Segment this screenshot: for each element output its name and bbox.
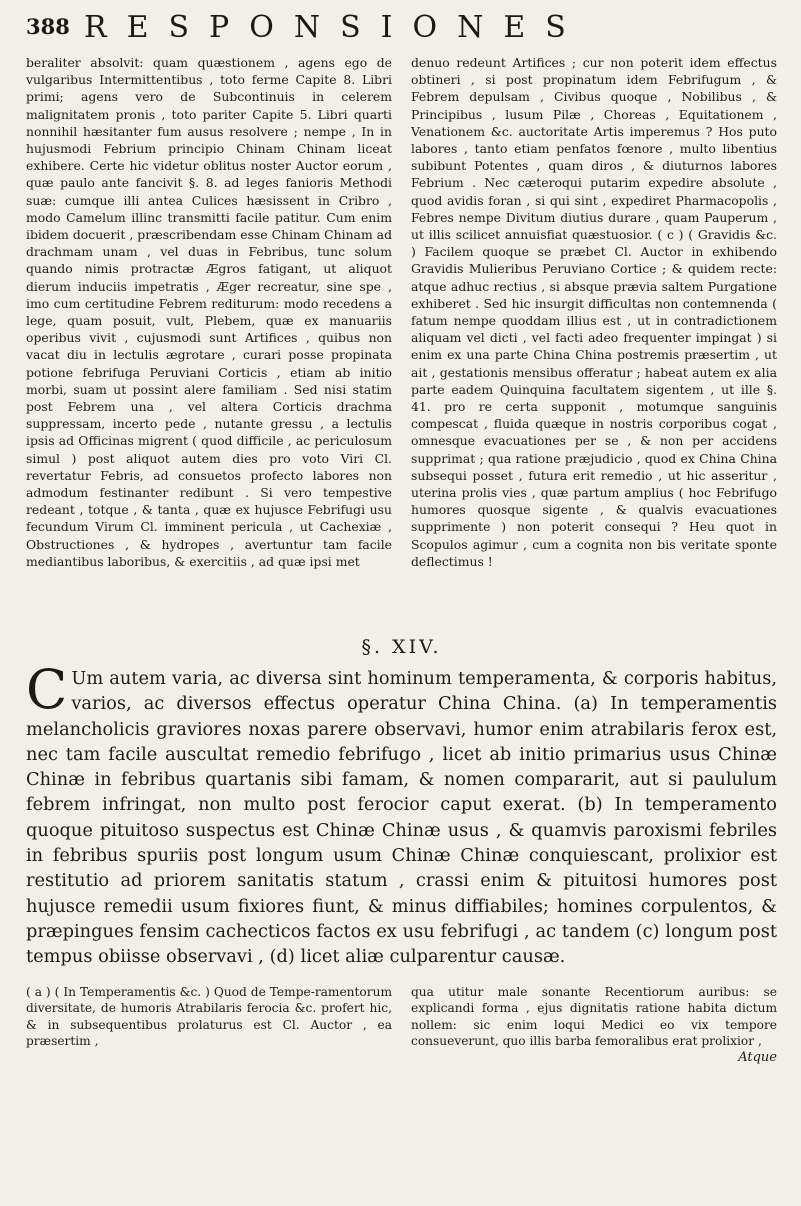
footnote-right xyxy=(411,984,777,1067)
left-column xyxy=(26,54,392,630)
footnote-right-text: qua utitur male sonante Recentiorum auribus: se explicandi forma , ejus dignitatis ratione habita dictum nollem: sic enim loqui Medici eo vix tempore consueverunt, quo illis barba femoralibus erat prolixior , xyxy=(411,984,777,1049)
section-number: §. XIV. xyxy=(361,636,442,658)
page-header xyxy=(26,10,777,54)
page-number: 388 xyxy=(26,14,70,39)
right-column xyxy=(411,54,777,630)
section-body xyxy=(26,658,777,970)
running-title: RESPONSIONES xyxy=(84,10,586,45)
right-column-text: denuo redeunt Artifices ; cur non poterit idem effectus obtineri , si post propinatum idem Febrifugum , & Febrem depulsam , Civibus quoque , Nobilibus , & Principibus , lusum Pilæ , Choreas , Equitationem , Venationem &c. auctoritate Artis imperemus ? Hos puto labores , tanto etiam penfatos fœnore , multo libentius subibunt Potentes , quam diros , & diuturnos labores Febrium . Nec cæteroqui putarim expedire absolute , quod avidis foran , si qui sint , expediret Pharmacopolis , Febres nempe Divitum diutius durare , quam Pauperum , ut illis scilicet annuisfiat quæstuosior. ( c ) ( Gravidis &c. ) Facilem quoque se præbet Cl. Auctor in exhibendo Gravidis Mulieribus Peruviano Cortice ; & quidem recte: atque adhuc rectius , si absque prævia saltem Purgatione exhiberet . Sed hic insurgit difficultas non contemnenda ( fatum nempe quoddam illius est , ut in contradictionem aliquam vel dicti , vel facti adeo frequenter impingat ) si enim ex una parte China China postremis præsertim , ut ait , gestationis mensibus offeratur ; habeat autem ex alia parte eadem Quinquina facultatem sigentem , ut ille §. 41. pro re certa supponit , motumque sanguinis compescat , fluida quæque in nostris corporibus cogat , omnesque evacuationes per se , & non per accidens supprimat ; qua ratione præjudicio , quod ex China China subsequi posset , futura erit remedio , ut hic asseritur , uterina prolis vies , quæ partum amplius ( hoc Febrifugo humores quosque sigente , & qualvis evacuationes supprimente ) non poterit consequi ? Heu quot in Scopulos agimur , cum a cognita non bis veritate sponte deflectimus ! xyxy=(411,55,777,569)
drop-cap: C xyxy=(26,658,68,721)
footnote-left-text: ( a ) ( In Temperamentis &c. ) Quod de Tempe-ramentorum diversitate, de humoris Atrabilaris ferocia &c. profert hic, & in subsequentibus prolaturus est Cl. Auctor , ea præsertim , xyxy=(26,984,392,1049)
left-column-text: beraliter absolvit: quam quæstionem , agens ego de vulgaribus Intermittentibus , toto ferme Capite 8. Libri primi; agens vero de Subcontinuis in celerem malignitatem pronis , toto pariter Capite 5. Libri quarti nonnihil hæsitanter fum ausus resolvere ; nempe , In in hujusmodi Febrium principio Chinam Chinam liceat exhibere. Certe hic videtur oblitus noster Auctor eorum , quæ paulo ante fancivit §. 8. ad leges fanioris Methodi suæ: cumque illi antea Culices hæsissent in Cribro , modo Camelum illinc transmitti facile patitur. Cum enim ibidem docuerit , præscribendam esse Chinam Chinam ad drachmam unam , vel duas in Febribus, tunc solum quando nimis protractæ Ægros fatigant, ut aliquot dierum induciis impetratis , Æger recreatur, sine spe , imo cum certitudine Febrem rediturum: modo recedens a lege, quam posuit, vult, Plebem, quæ ex manuariis operibus vivit , cujusmodi sunt Artifices , quibus non vacat diu in lectulis ægrotare , curari posse propinata potione febrifuga Peruviani Corticis , etiam ab initio morbi, suam ut possint alere familiam . Sed nisi statim post Febrem una , vel altera Corticis drachma suppressam, incerto pede , nutante gressu , a lectulis ipsis ad Officinas migrent ( quod difficile , ac periculosum simul ) post aliquot autem dies pro voto Viri Cl. revertatur Febris, ad consuetos profecto labores non admodum festinanter redibunt . Si vero tempestive redeant , totque , & tanta , quæ ex hujusce Febrifugi usu fecundum Virum Cl. imminent pericula , ut Cachexiæ , Obstructiones , & hydropes , avertuntur tam facile mediantibus laboribus, & exercitiis , ad quæ ipsi met xyxy=(26,55,392,569)
footnote-left xyxy=(26,984,392,1067)
two-column-body xyxy=(26,54,777,630)
catchword: Atque xyxy=(738,1049,777,1065)
section-text: Um autem varia, ac diversa sint hominum temperamenta, & corporis habitus, varios, ac diversos effectus operatur China China. (a) In temperamentis melancholicis graviores noxas parere observavi, humor enim atrabilaris ferox est, nec tam facile auscultat remedio febrifugo , licet ab initio primarius usus Chinæ Chinæ in febribus quartanis sibi famam, & nomen compararit, aut si paululum febrem infringat, non multo post ferocior caput exerat. (b) In temperamento quoque pituitoso suspectus est Chinæ Chinæ usus , & quamvis paroxismi febriles in febribus spuriis post longum usum Chinæ Chinæ conquiescant, prolixior est restitutio ad priorem sanitatis statum , crassi enim & pituitosi humores post hujusce remedii usum fixiores fiunt, & minus diffiabiles; homines corpulentos, & præpingues fensim cachecticos factos ex usu febrifugi , ac tandem (c) longum post tempus obiisse observavi , (d) licet aliæ culparentur causæ. xyxy=(26,668,777,968)
footnotes xyxy=(26,984,777,1067)
